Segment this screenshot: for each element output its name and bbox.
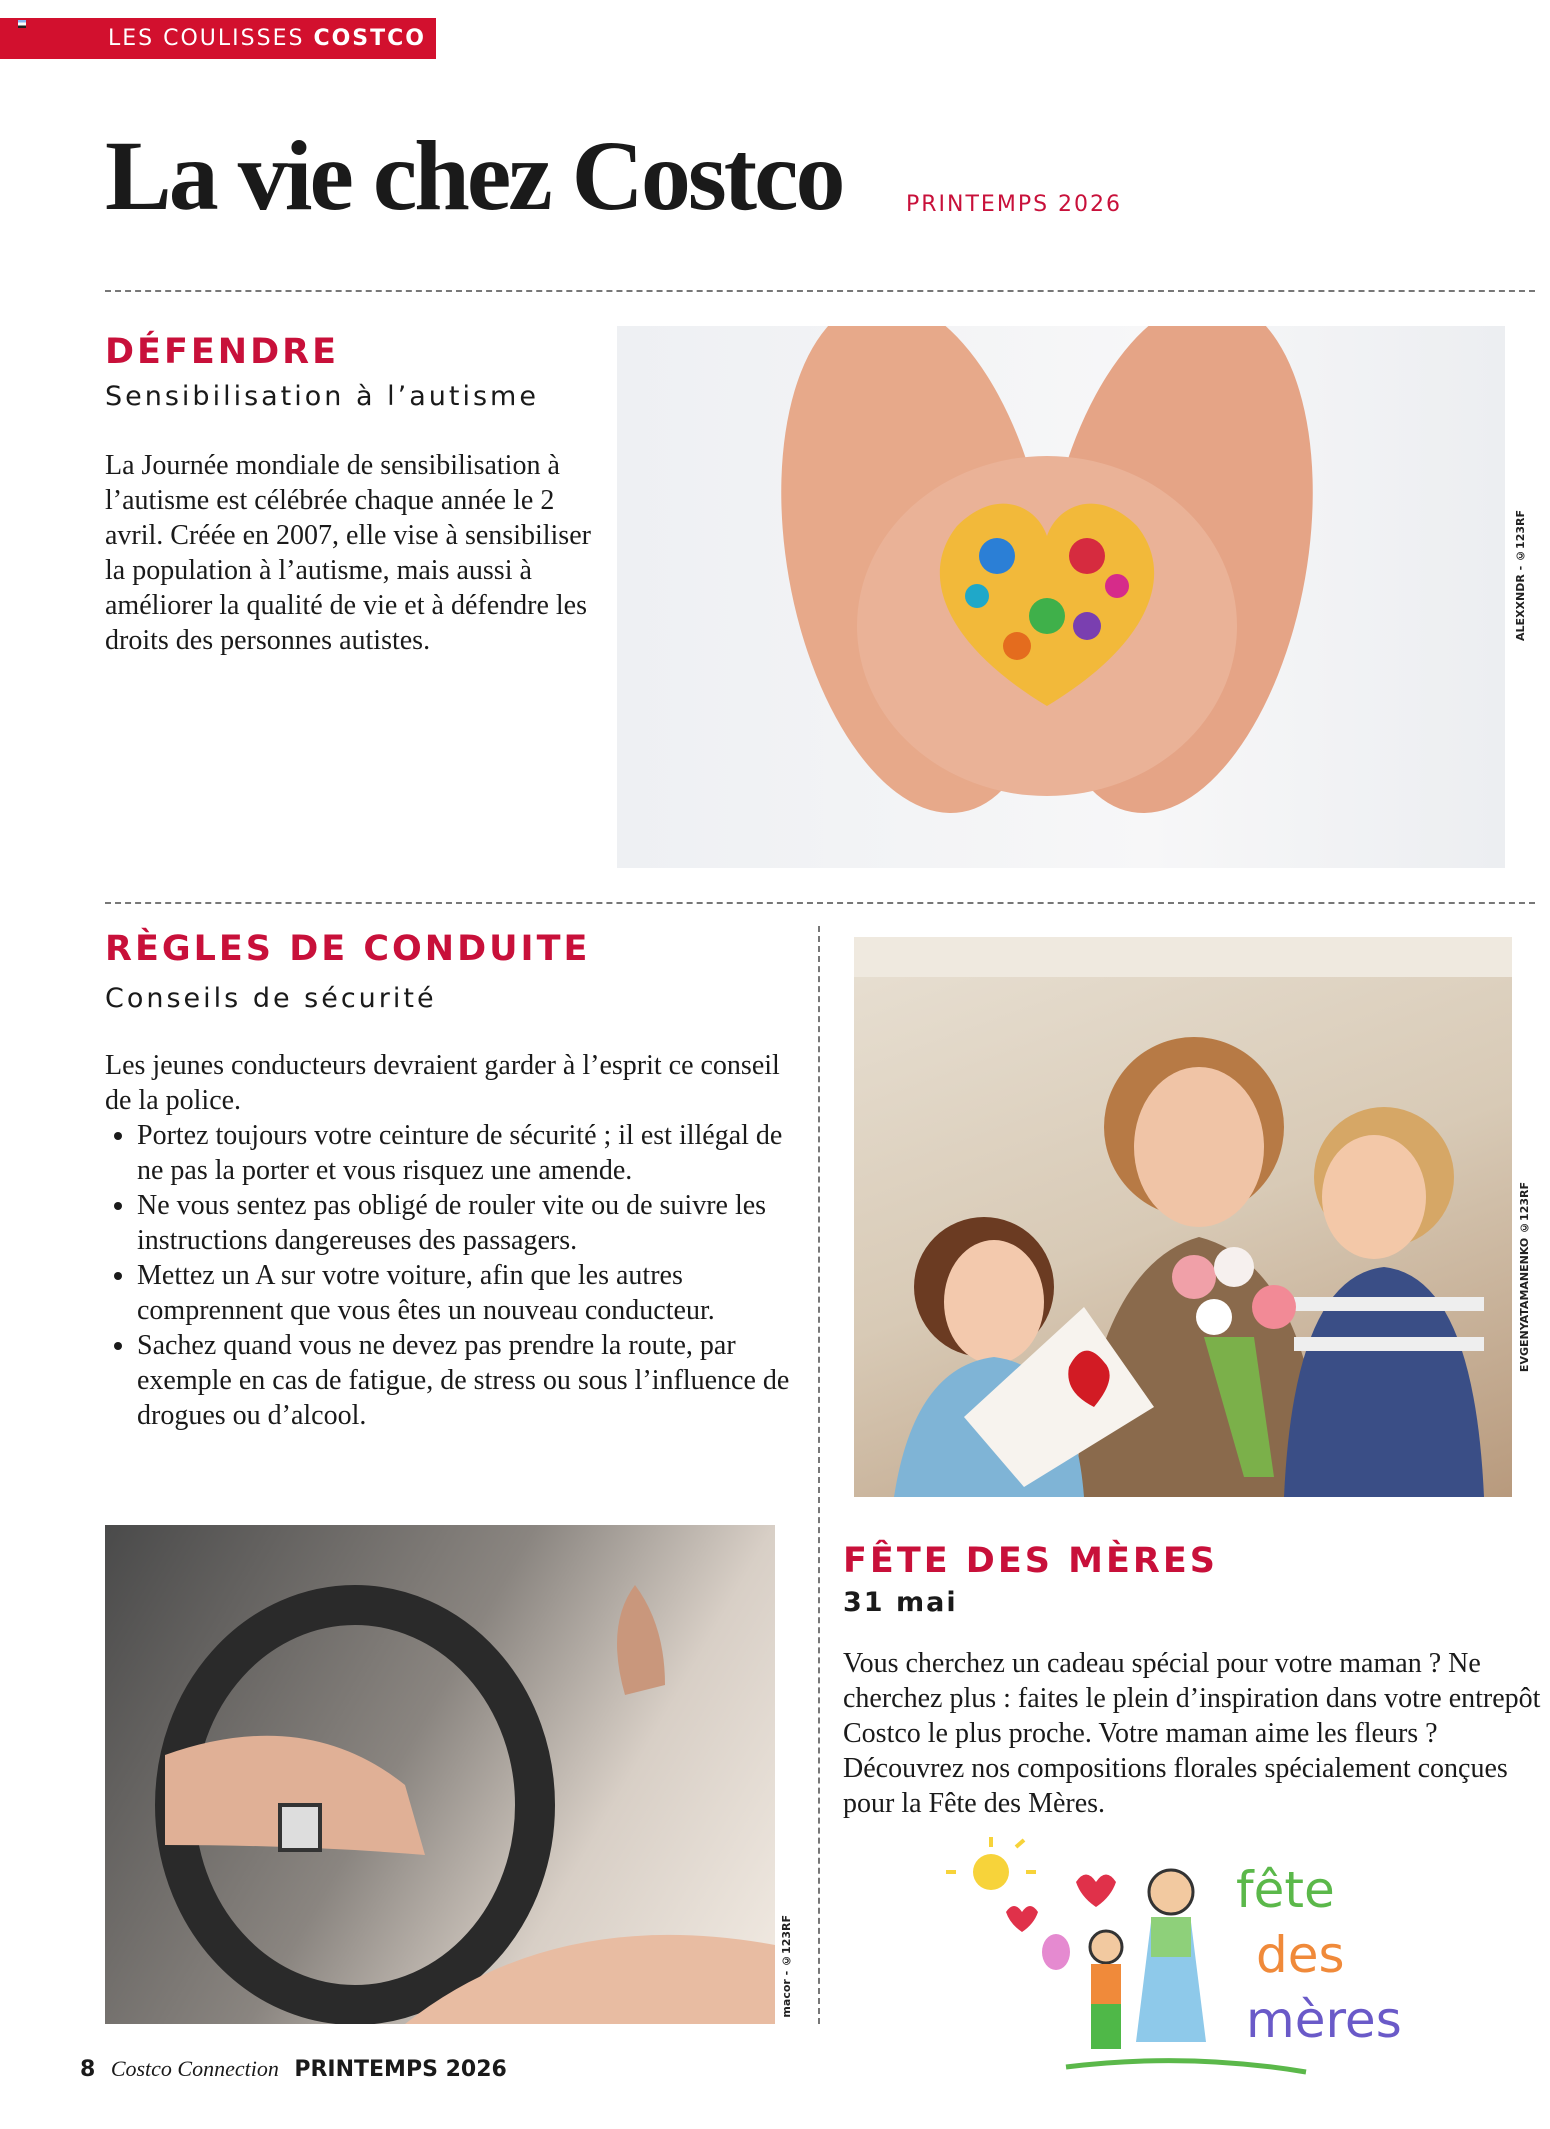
meres-body: Vous cherchez un cadeau spécial pour votre maman ? Ne cherchez plus : faites le plein d’inspiration dans votre entrepôt Costco le plus proche. Votre maman aime les fleurs ? Découvrez nos compositions florales spécialement conçues pour la Fête des Mères.	[843, 1648, 1541, 1819]
list-item: • Mettez un A sur votre voiture, afin que les autres comprennent que vous êtes un nouveau conducteur.	[137, 1258, 795, 1328]
section-heading-defendre: DÉFENDRE	[105, 332, 339, 372]
conduite-intro: Les jeunes conducteurs devraient garder à l’esprit ce conseil de la police.	[105, 1050, 780, 1116]
hands-heart-illustration	[617, 326, 1505, 868]
section-banner	[0, 18, 436, 59]
page-season: PRINTEMPS 2026	[906, 192, 1123, 217]
page-footer	[80, 2056, 507, 2082]
steering-wheel-illustration	[105, 1525, 775, 2024]
divider	[105, 902, 1535, 904]
driving-photo	[105, 1525, 775, 2024]
footer-season: PRINTEMPS 2026	[294, 2057, 507, 2082]
page-title: La vie chez Costco	[105, 120, 843, 231]
photo-credit: EVGENYATAMANENKO ©123RF	[1518, 1182, 1531, 1373]
conduite-body	[105, 1048, 795, 1433]
hands-heart-photo	[617, 326, 1505, 868]
section-heading-conduite: RÈGLES DE CONDUITE	[105, 929, 591, 969]
column-divider	[818, 926, 820, 2024]
drawing-text: mères	[1246, 1991, 1402, 2049]
list-item: • Sachez quand vous ne devez pas prendre la route, par exemple en cas de fatigue, de stress ou sous l’influence de drogues ou d’alcool.	[137, 1328, 795, 1433]
divider	[105, 290, 1535, 292]
section-subheading-defendre: Sensibilisation à l’autisme	[105, 381, 539, 412]
magazine-name: Costco Connection	[110, 2056, 279, 2081]
banner-bold: COSTCO	[313, 26, 426, 51]
mother-children-photo	[854, 937, 1512, 1497]
flag-icon	[18, 20, 26, 28]
page-number: 8	[80, 2057, 96, 2082]
list-item: • Ne vous sentez pas obligé de rouler vite ou de suivre les instructions dangereuses des passagers.	[137, 1188, 795, 1258]
photo-credit: ALEXXNDR - ©123RF	[1514, 510, 1527, 641]
child-drawing-illustration	[946, 1832, 1420, 2112]
section-subheading-conduite: Conseils de sécurité	[105, 983, 437, 1014]
banner-light: LES COULISSES	[108, 26, 314, 51]
list-item: • Portez toujours votre ceinture de sécurité ; il est illégal de ne pas la porter et vous risquez une amende.	[137, 1118, 795, 1188]
defendre-body: La Journée mondiale de sensibilisation à l’autisme est célébrée chaque année le 2 avril. Créée en 2007, elle vise à sensibiliser la population à l’autisme, mais aussi à améliorer la qualité de vie et à défendre les droits des personnes autistes.	[105, 450, 591, 656]
child-drawing	[946, 1832, 1420, 2112]
family-illustration	[854, 937, 1512, 1497]
drawing-text: des	[1256, 1926, 1345, 1984]
photo-credit: macor - ©123RF	[780, 1915, 793, 2018]
section-subheading-meres: 31 mai	[843, 1587, 958, 1618]
safety-tips-list	[105, 1118, 795, 1433]
drawing-text: fête	[1236, 1861, 1335, 1919]
section-heading-meres: FÊTE DES MÈRES	[843, 1541, 1218, 1581]
